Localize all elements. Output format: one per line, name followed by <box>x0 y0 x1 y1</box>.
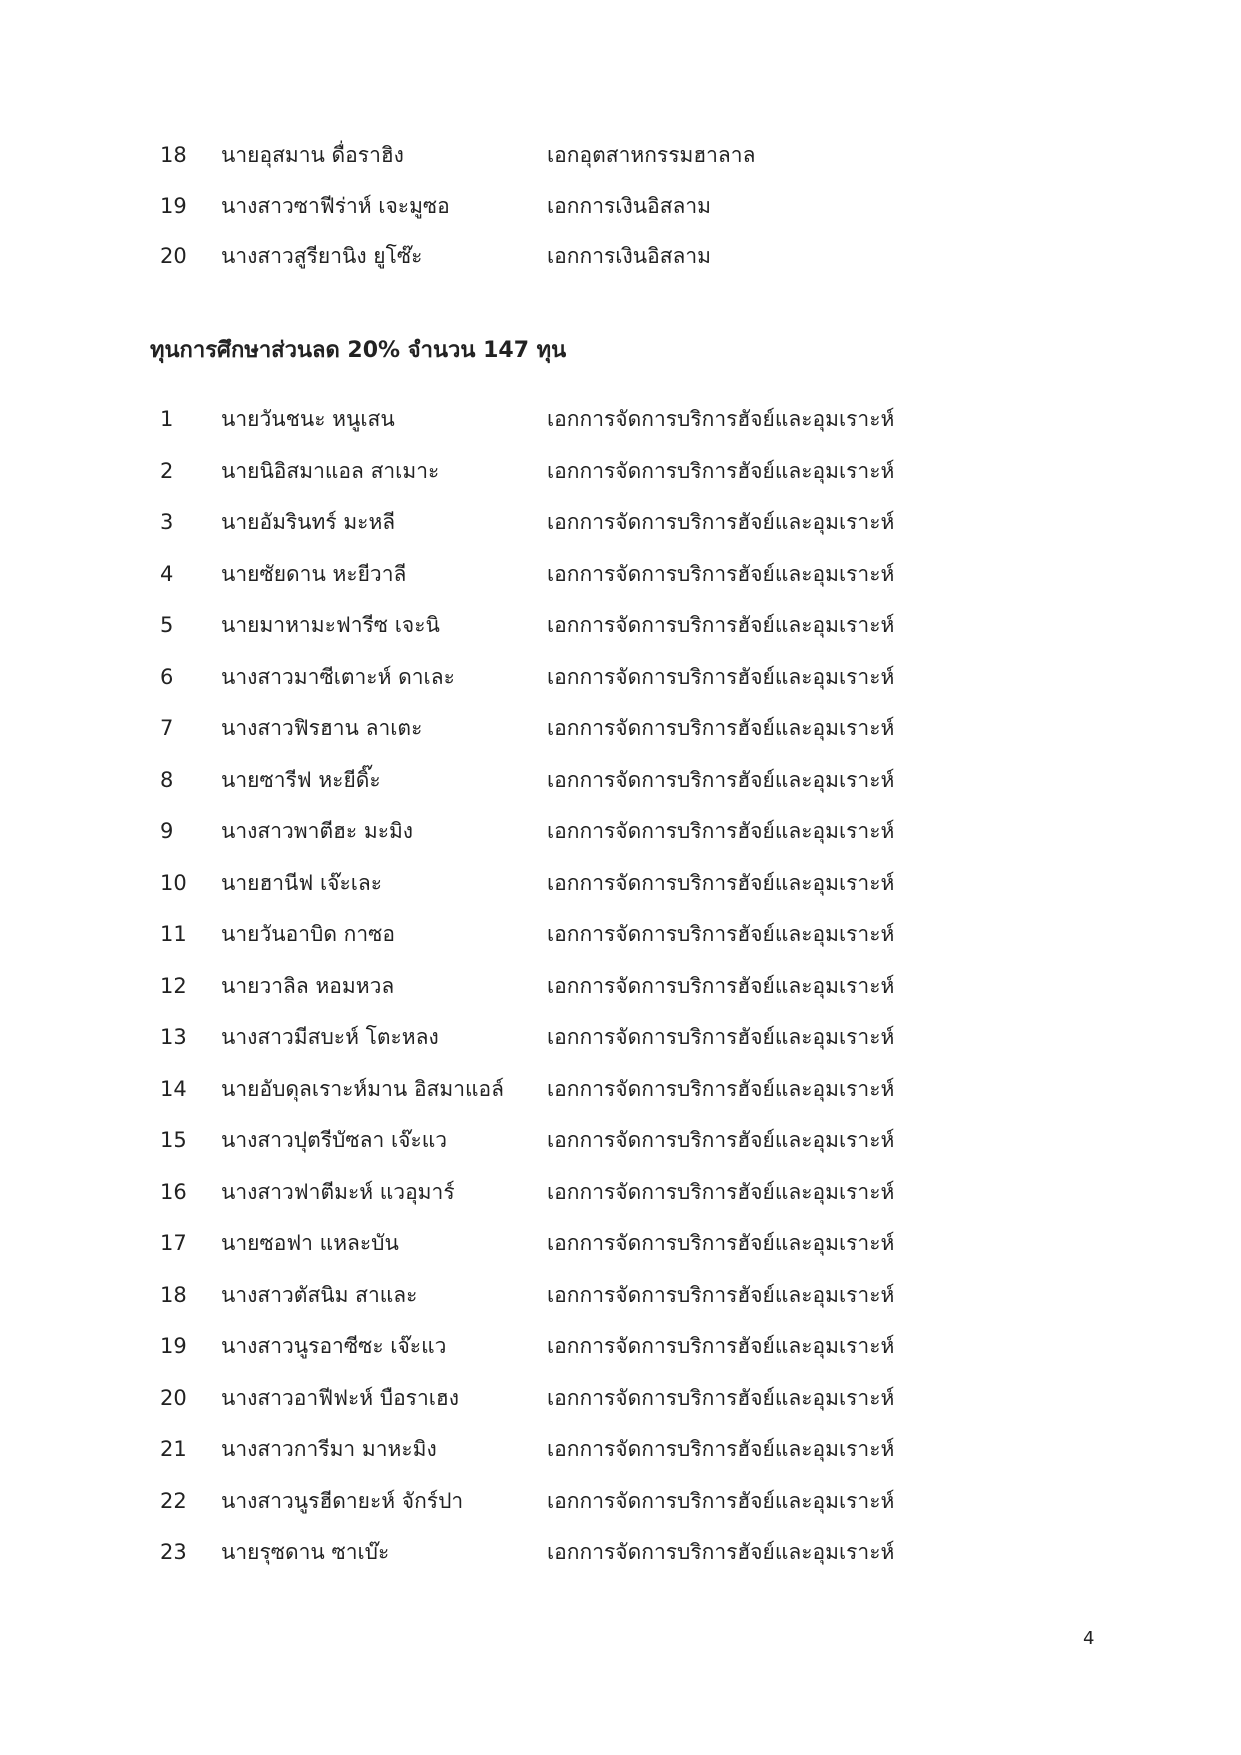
row-number: 19 <box>160 193 187 218</box>
list-item <box>0 1321 1241 1373</box>
row-number: 6 <box>160 664 174 689</box>
student-name: นายมาหามะฟารีซ เจะนิ <box>221 613 440 637</box>
row-number: 17 <box>160 1231 187 1255</box>
student-name: นางสาวมีสบะห์ โตะหลง <box>221 1025 439 1049</box>
list-item <box>0 1012 1241 1064</box>
student-name: นายฮานีฟ เจ๊ะเละ <box>221 870 383 895</box>
student-name: นางสาวฟาตีมะห์ แวอุมาร์ <box>221 1179 455 1204</box>
major: เอกการจัดการบริการฮัจย์และอุมเราะห์ <box>547 1385 895 1410</box>
student-name: นางสาวซาฟีร่าห์ เจะมูซอ <box>221 193 450 218</box>
list-item <box>0 1167 1241 1219</box>
row-number: 5 <box>160 613 174 637</box>
major: เอกการจัดการบริการฮัจย์และอุมเราะห์ <box>547 664 895 689</box>
student-name: นายรุซดาน ซาเบ๊ะ <box>221 1540 390 1564</box>
list-item <box>0 909 1241 961</box>
row-number: 15 <box>160 1128 187 1152</box>
row-number: 20 <box>160 1385 187 1410</box>
list-item <box>0 703 1241 755</box>
student-name: นางสาวการีมา มาหะมิง <box>221 1437 437 1461</box>
row-number: 18 <box>160 1282 187 1307</box>
major: เอกการจัดการบริการฮัจย์และอุมเราะห์ <box>547 561 895 586</box>
list-item <box>0 1270 1241 1322</box>
row-number: 4 <box>160 561 174 586</box>
list-item <box>0 1476 1241 1528</box>
major: เอกการจัดการบริการฮัจย์และอุมเราะห์ <box>547 819 895 843</box>
major: เอกการจัดการบริการฮัจย์และอุมเราะห์ <box>547 922 895 946</box>
major: เอกการจัดการบริการฮัจย์และอุมเราะห์ <box>547 1076 895 1101</box>
row-number: 14 <box>160 1076 187 1101</box>
list-item <box>0 755 1241 807</box>
row-number: 1 <box>160 407 174 431</box>
row-number: 21 <box>160 1437 187 1461</box>
list-item <box>0 600 1241 652</box>
row-number: 3 <box>160 510 174 534</box>
list-item <box>0 652 1241 704</box>
student-name: นายวาลิล หอมหวล <box>221 973 395 998</box>
student-name: นายอัมรินทร์ มะหลี <box>221 510 396 534</box>
major: เอกการจัดการบริการฮัจย์และอุมเราะห์ <box>547 1437 895 1461</box>
student-name: นายซารีฟ หะยีดิ๊ะ <box>221 767 381 792</box>
list-item <box>0 549 1241 601</box>
student-name: นางสาวฟิรฮาน ลาเตะ <box>221 716 423 740</box>
major: เอกการจัดการบริการฮัจย์และอุมเราะห์ <box>547 870 895 895</box>
row-number: 18 <box>160 143 187 167</box>
row-number: 22 <box>160 1488 187 1513</box>
row-number: 10 <box>160 870 187 895</box>
row-number: 7 <box>160 716 174 740</box>
major: เอกการเงินอิสลาม <box>547 244 712 268</box>
student-name: นายซอฟา แหละบัน <box>221 1231 399 1255</box>
list-item <box>0 394 1241 446</box>
row-number: 11 <box>160 922 187 946</box>
list-item <box>0 446 1241 498</box>
major: เอกการจัดการบริการฮัจย์และอุมเราะห์ <box>547 407 895 431</box>
list-item <box>0 1527 1241 1579</box>
major: เอกการจัดการบริการฮัจย์และอุมเราะห์ <box>547 767 895 792</box>
list-item <box>0 1115 1241 1167</box>
list-item <box>0 806 1241 858</box>
row-number: 8 <box>160 767 174 792</box>
student-name: นายอุสมาน ดื่อราฮิง <box>221 143 404 167</box>
student-name: นางสาวนูรอาซีซะ เจ๊ะแว <box>221 1334 447 1358</box>
student-name: นายซัยดาน หะยีวาลี <box>221 561 407 586</box>
major: เอกการจัดการบริการฮัจย์และอุมเราะห์ <box>547 1540 895 1564</box>
row-number: 16 <box>160 1179 187 1204</box>
student-name: นางสาวปุตรีบัซลา เจ๊ะแว <box>221 1128 448 1152</box>
major: เอกการจัดการบริการฮัจย์และอุมเราะห์ <box>547 458 895 483</box>
row-number: 13 <box>160 1025 187 1049</box>
student-name: นางสาวนูรฮีดายะห์ จักร์ปา <box>221 1488 464 1513</box>
list-item <box>0 961 1241 1013</box>
student-name: นายนิอิสมาแอล สาเมาะ <box>221 458 440 483</box>
major: เอกการจัดการบริการฮัจย์และอุมเราะห์ <box>547 1025 895 1049</box>
major: เอกการจัดการบริการฮัจย์และอุมเราะห์ <box>547 510 895 534</box>
major: เอกการจัดการบริการฮัจย์และอุมเราะห์ <box>547 1128 895 1152</box>
scholarship-list-20-percent <box>0 394 1241 1579</box>
student-name: นางสาวอาฟีฟะห์ บือราเฮง <box>221 1385 460 1410</box>
major: เอกการจัดการบริการฮัจย์และอุมเราะห์ <box>547 1231 895 1255</box>
row-number: 20 <box>160 244 187 268</box>
list-item <box>0 130 1241 181</box>
list-item <box>0 1373 1241 1425</box>
list-item <box>0 1424 1241 1476</box>
student-name: นายวันชนะ หนูเสน <box>221 407 395 431</box>
list-item <box>0 231 1241 282</box>
major: เอกการจัดการบริการฮัจย์และอุมเราะห์ <box>547 613 895 637</box>
row-number: 12 <box>160 973 187 998</box>
row-number: 23 <box>160 1540 187 1564</box>
row-number: 19 <box>160 1334 187 1358</box>
section-heading: ทุนการศึกษาส่วนลด 20% จำนวน 147 ทุน <box>150 338 567 363</box>
major: เอกการจัดการบริการฮัจย์และอุมเราะห์ <box>547 1179 895 1204</box>
list-item <box>0 497 1241 549</box>
major: เอกการจัดการบริการฮัจย์และอุมเราะห์ <box>547 973 895 998</box>
scholarship-list-continued <box>0 130 1241 282</box>
major: เอกการเงินอิสลาม <box>547 193 712 218</box>
page-number: 4 <box>1083 1628 1095 1649</box>
list-item <box>0 1218 1241 1270</box>
row-number: 2 <box>160 458 174 483</box>
student-name: นางสาวตัสนิม สาและ <box>221 1282 418 1307</box>
student-name: นางสาวสูรียานิง ยูโซ๊ะ <box>221 244 423 268</box>
major: เอกการจัดการบริการฮัจย์และอุมเราะห์ <box>547 1334 895 1358</box>
student-name: นางสาวพาตีฮะ มะมิง <box>221 819 414 843</box>
student-name: นายวันอาบิด กาซอ <box>221 922 396 946</box>
major: เอกอุตสาหกรรมฮาลาล <box>547 143 756 167</box>
student-name: นายอับดุลเราะห์มาน อิสมาแอล์ <box>221 1076 505 1101</box>
list-item <box>0 858 1241 910</box>
student-name: นางสาวมาซีเตาะห์ ดาเละ <box>221 664 455 689</box>
major: เอกการจัดการบริการฮัจย์และอุมเราะห์ <box>547 716 895 740</box>
major: เอกการจัดการบริการฮัจย์และอุมเราะห์ <box>547 1488 895 1513</box>
list-item <box>0 181 1241 232</box>
list-item <box>0 1064 1241 1116</box>
row-number: 9 <box>160 819 174 843</box>
major: เอกการจัดการบริการฮัจย์และอุมเราะห์ <box>547 1282 895 1307</box>
